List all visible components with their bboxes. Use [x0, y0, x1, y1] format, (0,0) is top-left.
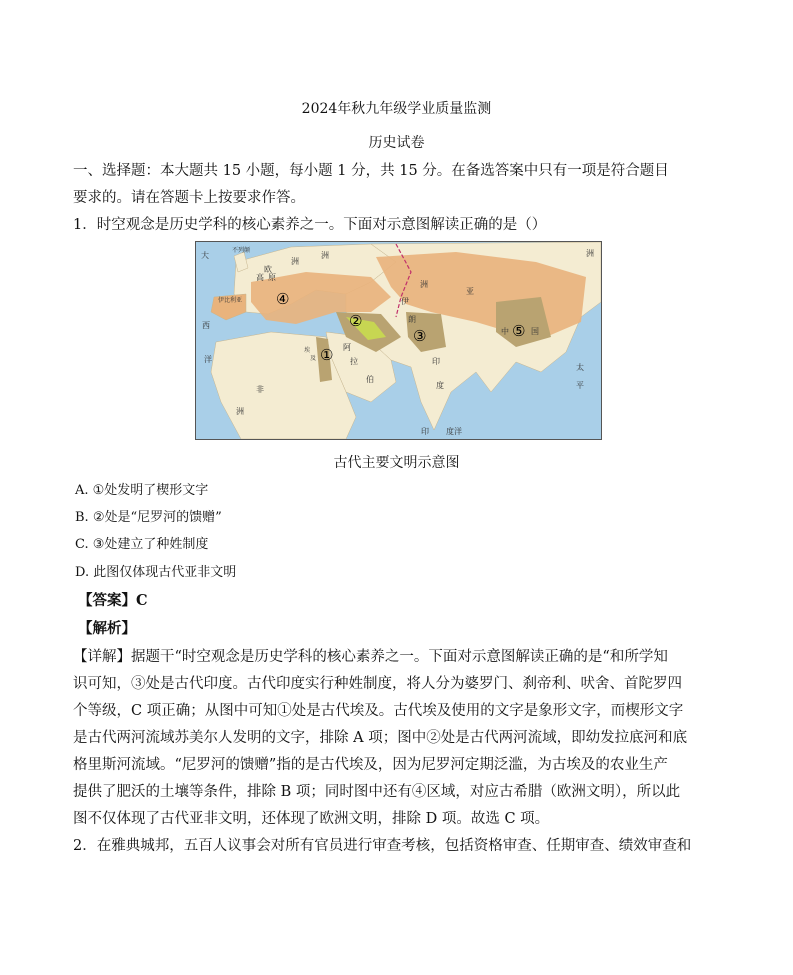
- question-1-stem: 1．时空观念是历史学科的核心素养之一。下面对示意图解读正确的是（）: [73, 217, 547, 233]
- map-label: 太: [576, 363, 584, 372]
- map-label: 亚: [466, 287, 474, 296]
- map-label: 埃: [304, 347, 311, 354]
- marker-3: ③: [413, 327, 427, 345]
- answer-line: [78, 589, 148, 610]
- option-a: A. ①处发明了楔形文字: [75, 483, 209, 498]
- map-label: 高: [256, 273, 264, 282]
- map-label: 朗: [408, 315, 416, 324]
- map-label: 欧: [264, 265, 272, 274]
- answer-label: 【答案】: [78, 592, 136, 609]
- detail-line-3: 个等级，C 项正确；从图中可知①处是古代埃及。古代埃及使用的文字是象形文字，而楔形文字: [73, 703, 684, 719]
- exam-title: 2024年秋九年级学业质量监测: [301, 101, 492, 117]
- question-2-stem: 2．在雅典城邦，五百人议事会对所有官员进行审查考核，包括资格审查、任期审查、绩效审查和: [73, 838, 692, 854]
- map-label: 印: [432, 357, 440, 366]
- exam-subtitle: 历史试卷: [368, 135, 425, 151]
- analysis-label: 【解析】: [78, 620, 136, 637]
- map-label: 西: [202, 321, 210, 330]
- detail-line-6: 提供了肥沃的土壤等条件，排除 B 项；同时图中还有④区域，对应古希腊（欧洲文明），所以此: [73, 784, 681, 800]
- detail-line-1: 【详解】据题干“时空观念是历史学科的核心素养之一。下面对示意图解读正确的是“和所学知: [73, 649, 668, 665]
- map-label: 度洋: [446, 427, 462, 436]
- map-label: 国: [531, 327, 539, 336]
- map-label: 度: [436, 381, 444, 390]
- map-label: 阿: [343, 343, 351, 352]
- detail-line-7: 图不仅体现了古代亚非文明，还体现了欧洲文明，排除 D 项。故选 C 项。: [73, 811, 550, 827]
- ancient-civilizations-map: [195, 241, 602, 440]
- map-label: 洲: [291, 257, 299, 266]
- detail-line-4: 是古代两河流域苏美尔人发明的文字，排除 A 项；图中②处是古代两河流域，即幼发拉底河和底: [73, 730, 688, 746]
- option-b: B. ②处是“尼罗河的馈赠”: [75, 510, 222, 525]
- answer-value: C: [136, 592, 148, 609]
- marker-4: ④: [276, 290, 290, 308]
- map-label: 平: [576, 381, 584, 390]
- map-label: 伯: [366, 375, 374, 384]
- section-instruction-line1: 一、选择题：本大题共 15 小题，每小题 1 分，共 15 分。在备选答案中只有一项是符合题目: [73, 163, 669, 179]
- map-label: 中: [501, 327, 509, 336]
- map-label: 伊比利亚: [218, 297, 243, 304]
- map-label: 不列颠: [232, 247, 251, 254]
- detail-line-5: 格里斯河流域。“尼罗河的馈赠”指的是古代埃及，因为尼罗河定期泛滥，为古埃及的农业生产: [73, 757, 668, 773]
- option-d: D. 此图仅体现古代亚非文明: [75, 565, 237, 580]
- map-caption: 古代主要文明示意图: [333, 455, 460, 471]
- map-label: 伊: [401, 297, 409, 306]
- map-label: 印: [421, 427, 429, 436]
- map-label: 洲: [236, 407, 244, 416]
- marker-5: ⑤: [512, 322, 526, 340]
- map-label: 拉: [350, 357, 358, 366]
- section-instruction-line2: 要求的。请在答题卡上按要求作答。: [73, 190, 305, 206]
- map-label: 洲: [586, 249, 594, 258]
- marker-1: ①: [320, 346, 334, 364]
- map-label: 洋: [204, 355, 212, 364]
- map-label: 大: [201, 251, 209, 260]
- map-label: 洲: [321, 251, 329, 260]
- marker-2: ②: [349, 312, 363, 330]
- detail-line-2: 识可知，③处是古代印度。古代印度实行种姓制度，将人分为婆罗门、刹帝利、吠舍、首陀罗四: [73, 676, 682, 692]
- option-c: C. ③处建立了种姓制度: [75, 537, 209, 552]
- map-label: 洲: [420, 280, 428, 289]
- map-label: 及: [310, 355, 317, 362]
- map-label: 原: [268, 273, 276, 282]
- map-svg: [196, 242, 601, 439]
- map-label: 非: [256, 385, 264, 394]
